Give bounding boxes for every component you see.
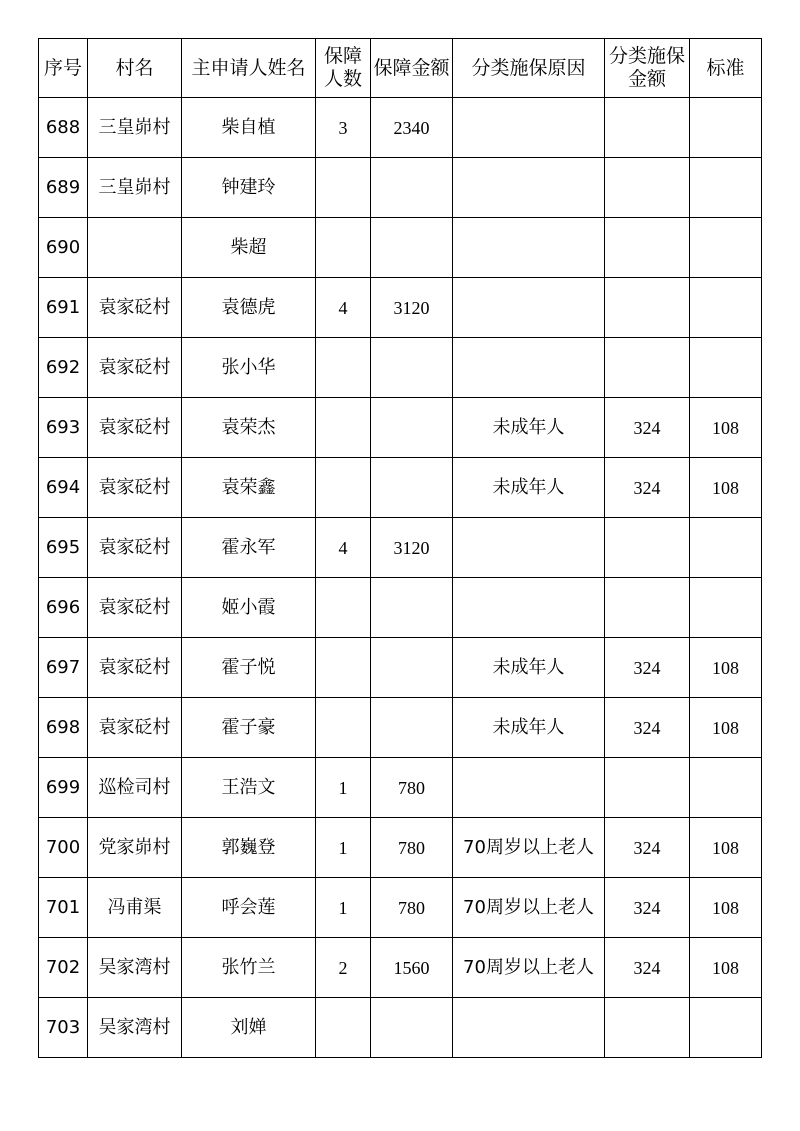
cell-reason bbox=[453, 278, 605, 338]
cell-amount bbox=[371, 578, 453, 638]
cell-class-amount bbox=[605, 578, 690, 638]
header-class-amount: 分类施保金额 bbox=[605, 39, 690, 98]
cell-applicant: 柴超 bbox=[182, 218, 316, 278]
cell-reason: 未成年人 bbox=[453, 458, 605, 518]
cell-amount bbox=[371, 338, 453, 398]
cell-applicant: 袁荣鑫 bbox=[182, 458, 316, 518]
cell-class-amount: 324 bbox=[605, 878, 690, 938]
cell-reason: 未成年人 bbox=[453, 698, 605, 758]
cell-people: 4 bbox=[316, 278, 371, 338]
table-row bbox=[39, 158, 762, 218]
cell-seq: 698 bbox=[39, 698, 88, 758]
cell-class-amount bbox=[605, 98, 690, 158]
table-row bbox=[39, 878, 762, 938]
cell-applicant: 霍子豪 bbox=[182, 698, 316, 758]
cell-village: 吴家湾村 bbox=[88, 998, 182, 1058]
cell-applicant: 刘婵 bbox=[182, 998, 316, 1058]
cell-class-amount: 324 bbox=[605, 698, 690, 758]
cell-amount: 780 bbox=[371, 878, 453, 938]
cell-standard bbox=[690, 518, 762, 578]
cell-people bbox=[316, 338, 371, 398]
header-village: 村名 bbox=[88, 39, 182, 98]
cell-seq: 693 bbox=[39, 398, 88, 458]
table-row bbox=[39, 98, 762, 158]
cell-applicant: 王浩文 bbox=[182, 758, 316, 818]
cell-amount: 780 bbox=[371, 818, 453, 878]
cell-seq: 701 bbox=[39, 878, 88, 938]
cell-seq: 694 bbox=[39, 458, 88, 518]
cell-class-amount bbox=[605, 518, 690, 578]
cell-amount bbox=[371, 158, 453, 218]
cell-amount: 3120 bbox=[371, 518, 453, 578]
header-amount: 保障金额 bbox=[371, 39, 453, 98]
cell-village bbox=[88, 218, 182, 278]
cell-people bbox=[316, 218, 371, 278]
cell-village: 袁家砭村 bbox=[88, 398, 182, 458]
cell-people bbox=[316, 638, 371, 698]
cell-standard: 108 bbox=[690, 458, 762, 518]
cell-seq: 688 bbox=[39, 98, 88, 158]
cell-standard: 108 bbox=[690, 398, 762, 458]
cell-reason: 未成年人 bbox=[453, 398, 605, 458]
table-row bbox=[39, 518, 762, 578]
cell-reason bbox=[453, 998, 605, 1058]
cell-seq: 689 bbox=[39, 158, 88, 218]
table-row bbox=[39, 818, 762, 878]
cell-applicant: 霍子悦 bbox=[182, 638, 316, 698]
cell-village: 三皇峁村 bbox=[88, 98, 182, 158]
cell-class-amount: 324 bbox=[605, 638, 690, 698]
cell-seq: 703 bbox=[39, 998, 88, 1058]
cell-class-amount bbox=[605, 998, 690, 1058]
cell-people: 4 bbox=[316, 518, 371, 578]
cell-class-amount bbox=[605, 218, 690, 278]
cell-standard bbox=[690, 338, 762, 398]
cell-village: 袁家砭村 bbox=[88, 638, 182, 698]
header-row bbox=[39, 39, 762, 98]
cell-amount: 1560 bbox=[371, 938, 453, 998]
cell-applicant: 钟建玲 bbox=[182, 158, 316, 218]
cell-standard bbox=[690, 98, 762, 158]
cell-seq: 695 bbox=[39, 518, 88, 578]
cell-seq: 696 bbox=[39, 578, 88, 638]
table-body bbox=[39, 98, 762, 1058]
cell-amount: 3120 bbox=[371, 278, 453, 338]
cell-standard: 108 bbox=[690, 818, 762, 878]
cell-people: 1 bbox=[316, 758, 371, 818]
cell-people bbox=[316, 998, 371, 1058]
cell-standard bbox=[690, 998, 762, 1058]
cell-standard: 108 bbox=[690, 878, 762, 938]
header-seq: 序号 bbox=[39, 39, 88, 98]
cell-amount bbox=[371, 638, 453, 698]
cell-village: 袁家砭村 bbox=[88, 518, 182, 578]
cell-people bbox=[316, 458, 371, 518]
cell-seq: 691 bbox=[39, 278, 88, 338]
cell-applicant: 姬小霞 bbox=[182, 578, 316, 638]
cell-seq: 697 bbox=[39, 638, 88, 698]
cell-village: 袁家砭村 bbox=[88, 278, 182, 338]
cell-class-amount: 324 bbox=[605, 458, 690, 518]
cell-class-amount bbox=[605, 278, 690, 338]
cell-seq: 692 bbox=[39, 338, 88, 398]
cell-applicant: 张竹兰 bbox=[182, 938, 316, 998]
cell-amount bbox=[371, 458, 453, 518]
cell-applicant: 柴自植 bbox=[182, 98, 316, 158]
cell-applicant: 郭巍登 bbox=[182, 818, 316, 878]
cell-amount bbox=[371, 698, 453, 758]
cell-people: 3 bbox=[316, 98, 371, 158]
cell-seq: 699 bbox=[39, 758, 88, 818]
cell-village: 吴家湾村 bbox=[88, 938, 182, 998]
cell-people bbox=[316, 578, 371, 638]
cell-village: 巡检司村 bbox=[88, 758, 182, 818]
cell-class-amount bbox=[605, 758, 690, 818]
table-row bbox=[39, 218, 762, 278]
cell-village: 三皇峁村 bbox=[88, 158, 182, 218]
table-row bbox=[39, 758, 762, 818]
header-people: 保障人数 bbox=[316, 39, 371, 98]
cell-people: 1 bbox=[316, 818, 371, 878]
cell-standard bbox=[690, 278, 762, 338]
cell-reason bbox=[453, 158, 605, 218]
cell-class-amount: 324 bbox=[605, 398, 690, 458]
cell-village: 袁家砭村 bbox=[88, 578, 182, 638]
cell-amount: 780 bbox=[371, 758, 453, 818]
cell-people bbox=[316, 698, 371, 758]
cell-amount bbox=[371, 218, 453, 278]
cell-applicant: 呼会莲 bbox=[182, 878, 316, 938]
cell-village: 袁家砭村 bbox=[88, 338, 182, 398]
cell-reason: 70周岁以上老人 bbox=[453, 818, 605, 878]
cell-amount: 2340 bbox=[371, 98, 453, 158]
cell-standard: 108 bbox=[690, 698, 762, 758]
cell-seq: 702 bbox=[39, 938, 88, 998]
cell-reason: 70周岁以上老人 bbox=[453, 878, 605, 938]
table-row bbox=[39, 698, 762, 758]
cell-people: 2 bbox=[316, 938, 371, 998]
table-row bbox=[39, 278, 762, 338]
cell-applicant: 霍永军 bbox=[182, 518, 316, 578]
cell-reason bbox=[453, 518, 605, 578]
cell-reason bbox=[453, 338, 605, 398]
cell-village: 冯甫渠 bbox=[88, 878, 182, 938]
cell-class-amount: 324 bbox=[605, 818, 690, 878]
cell-class-amount bbox=[605, 158, 690, 218]
cell-people bbox=[316, 398, 371, 458]
cell-amount bbox=[371, 998, 453, 1058]
cell-class-amount bbox=[605, 338, 690, 398]
cell-applicant: 袁荣杰 bbox=[182, 398, 316, 458]
cell-seq: 700 bbox=[39, 818, 88, 878]
cell-reason: 未成年人 bbox=[453, 638, 605, 698]
header-reason: 分类施保原因 bbox=[453, 39, 605, 98]
cell-standard bbox=[690, 758, 762, 818]
cell-seq: 690 bbox=[39, 218, 88, 278]
cell-standard bbox=[690, 578, 762, 638]
cell-people bbox=[316, 158, 371, 218]
cell-standard: 108 bbox=[690, 638, 762, 698]
cell-class-amount: 324 bbox=[605, 938, 690, 998]
cell-reason bbox=[453, 218, 605, 278]
table-row bbox=[39, 578, 762, 638]
cell-standard bbox=[690, 218, 762, 278]
table-row bbox=[39, 458, 762, 518]
assistance-roster-table bbox=[38, 38, 762, 1058]
cell-people: 1 bbox=[316, 878, 371, 938]
cell-applicant: 张小华 bbox=[182, 338, 316, 398]
table-row bbox=[39, 338, 762, 398]
cell-standard: 108 bbox=[690, 938, 762, 998]
header-applicant: 主申请人姓名 bbox=[182, 39, 316, 98]
cell-standard bbox=[690, 158, 762, 218]
cell-village: 袁家砭村 bbox=[88, 698, 182, 758]
header-standard: 标准 bbox=[690, 39, 762, 98]
table-row bbox=[39, 398, 762, 458]
cell-village: 袁家砭村 bbox=[88, 458, 182, 518]
cell-reason: 70周岁以上老人 bbox=[453, 938, 605, 998]
cell-reason bbox=[453, 758, 605, 818]
cell-amount bbox=[371, 398, 453, 458]
cell-reason bbox=[453, 98, 605, 158]
cell-applicant: 袁德虎 bbox=[182, 278, 316, 338]
table-row bbox=[39, 998, 762, 1058]
table-row bbox=[39, 938, 762, 998]
cell-village: 党家峁村 bbox=[88, 818, 182, 878]
cell-reason bbox=[453, 578, 605, 638]
table-row bbox=[39, 638, 762, 698]
